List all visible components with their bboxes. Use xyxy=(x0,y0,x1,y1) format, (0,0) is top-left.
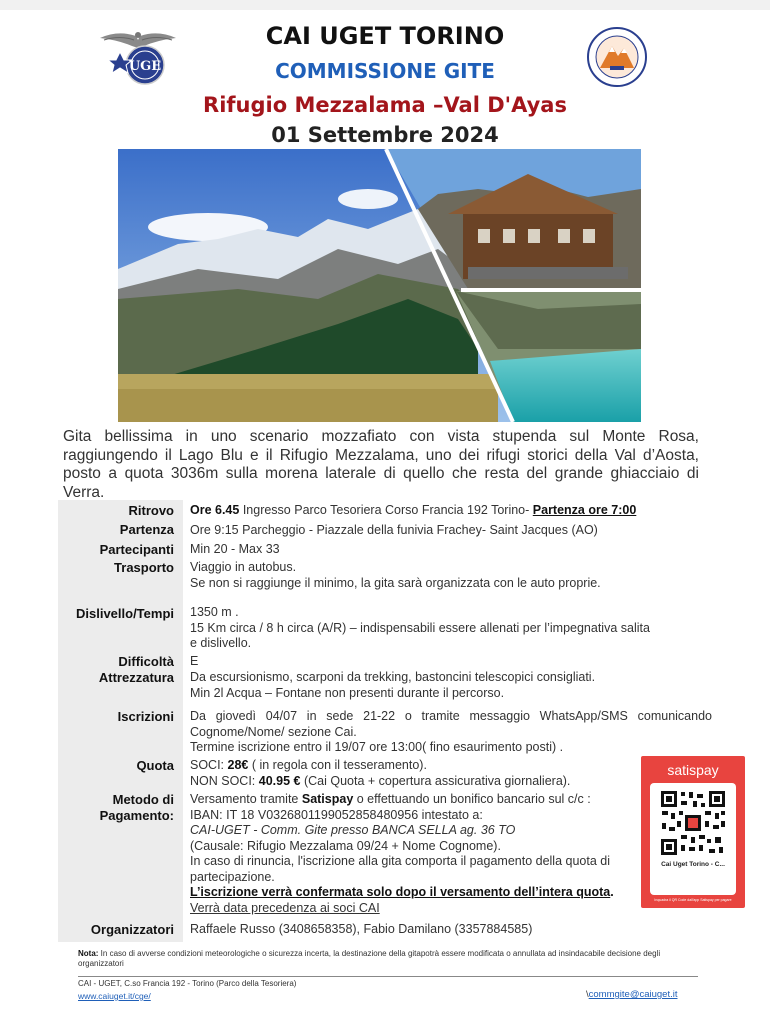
value-iscrizioni xyxy=(190,709,712,756)
label-metodo-pagamento xyxy=(100,792,174,824)
satispay-instructions: Inquadra il QR Code dall'app Satispay per pagare xyxy=(654,898,732,902)
metodo-intestatario: CAI-UGET - Comm. Gite presso BANCA SELLA ag. 36 TO xyxy=(190,823,516,837)
dislivello-line2: 15 Km circa / 8 h circa (A/R) – indispensabili essere allenati per l’impegnativa salita e dislivello. xyxy=(190,620,650,650)
footer-address: CAI - UGET, C.so Francia 192 - Torino (Parco della Tesoriera) xyxy=(78,979,297,988)
satispay-title: satispay xyxy=(667,762,719,778)
iscrizioni-line2: Termine iscrizione entro il 19/07 ore 13:00( fino esaurimento posti) . xyxy=(190,740,564,754)
disclaimer-note xyxy=(78,949,698,969)
metodo-rinuncia: In caso di rinuncia, l'iscrizione alla gita comporta il pagamento della quota di partecipazione. xyxy=(190,854,610,884)
label-iscrizioni: Iscrizioni xyxy=(117,709,174,724)
dislivello-line1: 1350 m . xyxy=(190,605,239,619)
metodo-conferma: L’iscrizione verrà confermata solo dopo il versamento dell’intera quota xyxy=(190,885,611,899)
note-label: Nota: xyxy=(78,949,99,958)
trip-title: Rifugio Mezzalama –Val D'Ayas xyxy=(203,93,567,117)
label-metodo-line1: Metodo di xyxy=(112,792,174,807)
label-partenza: Partenza xyxy=(119,522,174,537)
org-title: CAI UGET TORINO xyxy=(265,22,505,50)
quota-soci-label: SOCI: xyxy=(190,758,228,772)
label-metodo-line2: Pagamento: xyxy=(99,808,174,823)
attrezzatura-line1: Da escursionismo, scarponi da trekking, bastoncini telescopici consigliati. xyxy=(190,670,596,684)
metodo-intro: Versamento tramite xyxy=(190,792,302,806)
quota-soci-note: ( in regola con il tesseramento). xyxy=(248,758,427,772)
value-quota xyxy=(190,758,630,789)
trip-description: Gita bellissima in uno scenario mozzafiato con vista stupenda sul Monte Rosa, raggiungendo il Lago Blu e il Rifugio Mezzalama, uno dei rifugi storici della Val d’Aosta, posto a quota 3036m sulla morena laterale di quello che resta del grande ghiacciaio di Verra. xyxy=(63,428,699,501)
value-partenza: Ore 9:15 Parcheggio - Piazzale della funivia Frachey- Saint Jacques (AO) xyxy=(190,523,598,537)
ritrovo-departure: Partenza ore 7:00 xyxy=(532,503,637,517)
ritrovo-place: Ingresso Parco Tesoriera Corso Francia 192 Torino- xyxy=(239,503,533,517)
value-difficolta: E xyxy=(190,654,199,668)
value-organizzatori: Raffaele Russo (3408658358), Fabio Damilano (3357884585) xyxy=(190,922,533,936)
footer-email-text[interactable]: commgite@caiuget.it xyxy=(588,989,678,1000)
label-trasporto: Trasporto xyxy=(114,560,174,575)
note-text: In caso di avverse condizioni meteorologiche o sicurezza incerta, la destinazione della gitapotrà essere modificata o annullata ad insindacabile decisione degli organizzatori xyxy=(78,949,661,968)
metodo-conferma-dot: . xyxy=(610,885,614,899)
label-partecipanti: Partecipanti xyxy=(99,542,174,557)
label-dislivello: Dislivello/Tempi xyxy=(75,606,174,621)
footer-divider xyxy=(78,976,698,977)
value-attrezzatura xyxy=(190,670,710,701)
svg-text:UGE: UGE xyxy=(128,59,162,74)
metodo-conferma-line xyxy=(190,885,642,901)
quota-soci xyxy=(190,758,630,774)
value-metodo-pagamento xyxy=(190,792,642,916)
label-organizzatori: Organizzatori xyxy=(90,922,174,937)
value-partecipanti: Min 20 - Max 33 xyxy=(190,542,280,556)
satispay-qr-code[interactable] xyxy=(659,789,727,857)
quota-nonsoci-price: 40.95 € xyxy=(258,773,301,788)
ritrovo-time: Ore 6.45 xyxy=(190,503,240,517)
footer-email-link[interactable] xyxy=(586,989,678,1000)
quota-nonsoci xyxy=(190,774,630,790)
label-quota: Quota xyxy=(136,758,174,773)
metodo-line1 xyxy=(190,792,642,808)
quota-nonsoci-note: (Cai Quota + copertura assicurativa giornaliera). xyxy=(300,773,571,788)
label-ritrovo: Ritrovo xyxy=(128,503,174,518)
footer-website-link[interactable]: www.caiuget.it/cge/ xyxy=(78,991,151,1001)
iscrizioni-line1: Da giovedì 04/07 in sede 21-22 o tramite messaggio WhatsApp/SMS comunicando Cognome/Nome/ sezione Cai. xyxy=(190,709,712,739)
satispay-qr-card xyxy=(650,783,736,895)
quota-soci-price: 28€ xyxy=(227,758,249,772)
label-difficolta: Difficoltà xyxy=(118,654,174,669)
trip-date: 01 Settembre 2024 xyxy=(271,123,499,147)
commission-title: COMMISSIONE GITE xyxy=(275,59,495,83)
trip-photo-collage xyxy=(118,149,641,422)
metodo-causale: (Causale: Rifugio Mezzalama 09/24 + Nome Cognome). xyxy=(190,838,501,853)
quota-nonsoci-label: NON SOCI: xyxy=(190,773,259,788)
satispay-card xyxy=(641,756,745,908)
metodo-iban: IBAN: IT 18 V0326801199052858480956 intestato a: xyxy=(190,807,483,822)
attrezzatura-line2: Min 2l Acqua – Fontane non presenti durante il percorso. xyxy=(190,685,505,700)
value-dislivello xyxy=(190,605,660,652)
label-attrezzatura: Attrezzatura xyxy=(98,670,174,685)
metodo-bonifico: o effettuando un bonifico bancario sul c/c : xyxy=(353,792,591,806)
value-trasporto xyxy=(190,560,710,591)
metodo-precedenza: Verrà data precedenza ai soci CAI xyxy=(190,900,380,915)
trasporto-line1: Viaggio in autobus. xyxy=(190,560,297,574)
trasporto-line2: Se non si raggiunge il minimo, la gita sarà organizzata con le auto proprie. xyxy=(190,575,601,590)
metodo-satispay: Satispay xyxy=(301,792,354,806)
value-ritrovo xyxy=(190,503,710,519)
top-strip xyxy=(0,0,770,10)
satispay-account-name: Cai Uget Torino - C... xyxy=(661,861,725,868)
footer-email-prefix: \ xyxy=(586,989,589,1000)
